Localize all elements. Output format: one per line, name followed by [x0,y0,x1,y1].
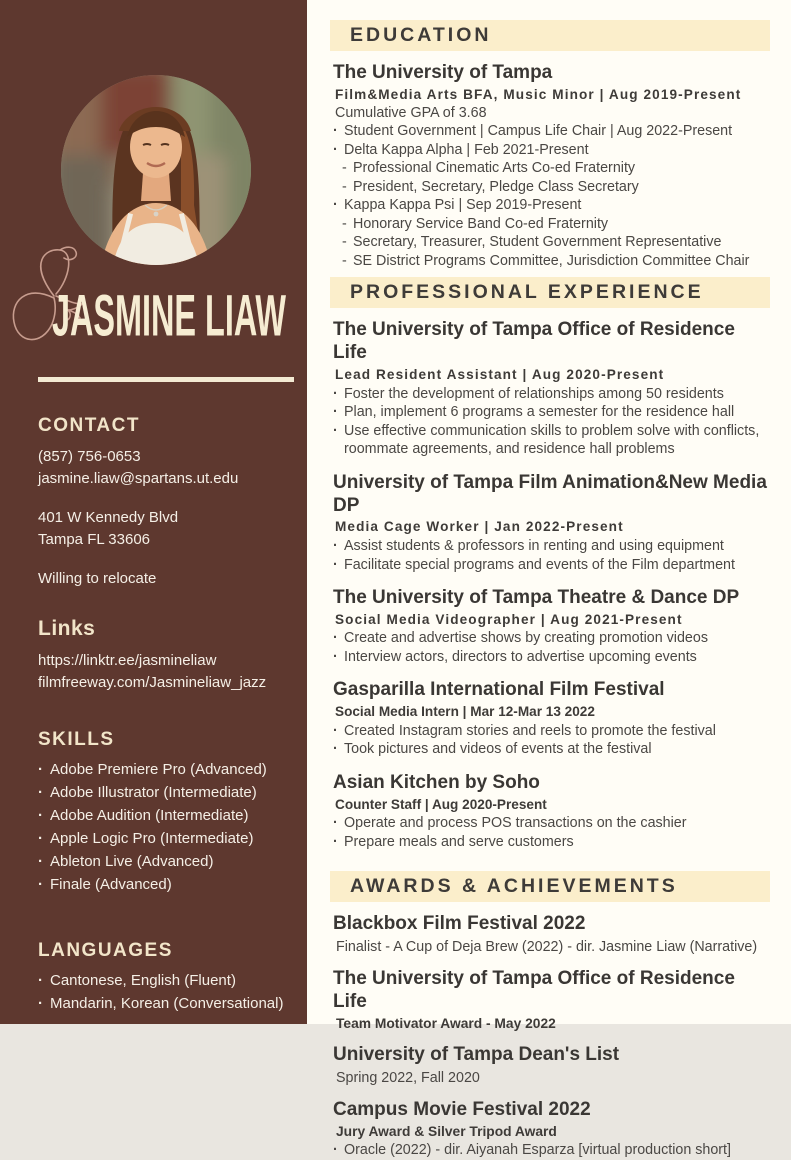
degree-line: Film&Media Arts BFA, Music Minor | Aug 2019-Present [335,86,742,102]
activity-sub-text: Honorary Service Band Co-ed Fraternity [353,215,609,232]
job-bullet [333,537,770,556]
skill-item [50,805,291,827]
relocation-note: Willing to relocate [38,570,157,587]
bullet-marker [333,537,344,556]
bullet-marker [333,648,344,667]
award-subtitle: Finalist - A Cup of Deja Brew (2022) - dir. Jasmine Liaw (Narrative) [336,939,758,956]
language-item [50,993,291,1015]
skill-label: Adobe Premiere Pro (Advanced) [50,761,267,778]
dash-marker [342,215,353,234]
contact-section [38,415,291,590]
job-role: Lead Resident Assistant | Aug 2020-Present [335,367,665,383]
education-activity-sub [333,215,770,234]
activity-sub-text: Secretary, Treasurer, Student Government Representative [353,234,722,251]
bullet-marker [333,556,344,575]
job-role: Counter Staff | Aug 2020-Present [335,796,547,812]
languages-heading: LANGUAGES [38,939,173,961]
job-bullet [333,722,770,741]
languages-section [38,940,291,1015]
job-entry [330,772,770,851]
job-bullet [333,814,770,833]
award-entry [330,1044,770,1087]
award-entry [330,1099,770,1160]
job-bullet-text: Took pictures and videos of events at the festival [344,741,652,758]
contact-address-line1: 401 W Kennedy Blvd [38,509,179,526]
education-activity [333,196,770,215]
education-activity-sub [333,252,770,271]
award-entry [330,968,770,1034]
education-section [330,62,770,270]
job-bullet-text: Use effective communication skills to problem solve with conflicts, roommate agreements, and residence hall problems [344,422,760,458]
award-entry [330,913,770,956]
bullet-marker [38,805,50,827]
job-bullet [333,556,770,575]
job-role: Social Media Intern | Mar 12-Mar 13 2022 [335,704,595,720]
profile-photo [61,75,251,265]
school-name: The University of Tampa [333,62,553,83]
link-linktree[interactable]: https://linktr.ee/jasmineliaw [38,652,217,669]
award-title: Campus Movie Festival 2022 [333,1098,591,1120]
bullet-marker [333,1141,344,1160]
activity-text: Kappa Kappa Psi | Sep 2019-Present [344,197,582,214]
language-item [50,970,291,992]
bullet-marker [38,993,50,1015]
portrait-image [61,75,251,265]
job-bullet [333,385,770,404]
bullet-marker [333,629,344,648]
bullet-marker [333,403,344,422]
award-bullet [333,1141,770,1160]
bullet-marker [38,874,50,896]
job-bullet-text: Prepare meals and serve customers [344,833,574,850]
links-heading: Links [38,617,96,640]
links-section [38,617,291,694]
job-bullet-text: Plan, implement 6 programs a semester for the residence hall [344,404,735,421]
job-bullet-text: Interview actors, directors to advertise upcoming events [344,648,697,665]
education-activity-sub [333,233,770,252]
award-title: Blackbox Film Festival 2022 [333,913,586,935]
award-bullet-text: Oracle (2022) - dir. Aiyanah Esparza [virtual production short] [344,1142,731,1159]
skill-item [50,874,291,896]
bullet-marker [38,759,50,781]
person-name-text: JASMINE LIAW [52,283,287,349]
skill-item [50,851,291,873]
skills-section [38,729,291,896]
education-activity [333,141,770,160]
bullet-marker [38,970,50,992]
activity-sub-text: President, Secretary, Pledge Class Secretary [353,178,639,195]
job-entry [330,472,770,574]
award-subtitle: Spring 2022, Fall 2020 [336,1070,480,1087]
job-bullet [333,648,770,667]
job-bullet [333,833,770,852]
bullet-marker [333,122,344,141]
contact-email: jasmine.liaw@spartans.ut.edu [38,470,239,487]
name-divider [38,377,294,382]
dash-marker [342,159,353,178]
activity-text: Student Government | Campus Life Chair | Aug 2022-Present [344,123,733,140]
activity-sub-text: Professional Cinematic Arts Co-ed Fraternity [353,160,636,177]
job-company: Gasparilla International Film Festival [333,679,665,701]
job-company: The University of Tampa Theatre & Dance DP [333,587,740,608]
job-company: The University of Tampa Office of Residence Life [333,319,735,364]
job-bullet [333,629,770,648]
bullet-marker [333,141,344,160]
skill-item [50,828,291,850]
job-entry [330,679,770,758]
job-bullet [333,403,770,422]
job-company: University of Tampa Film Animation&New Media DP [333,471,767,516]
job-bullet-text: Foster the development of relationships among 50 residents [344,385,724,402]
job-bullet [333,740,770,759]
dash-marker [342,178,353,197]
award-title: The University of Tampa Office of Residence Life [333,967,735,1012]
dash-marker [342,233,353,252]
bullet-marker [333,722,344,741]
job-bullet-text: Created Instagram stories and reels to promote the festival [344,722,716,739]
bullet-marker [333,385,344,404]
skill-item [50,759,291,781]
award-subtitle: Team Motivator Award - May 2022 [336,1016,556,1032]
main-content [307,0,791,1159]
skill-label: Ableton Live (Advanced) [50,853,214,870]
bullet-marker [333,814,344,833]
skill-label: Finale (Advanced) [50,876,172,893]
job-role: Media Cage Worker | Jan 2022-Present [335,519,624,535]
activity-sub-text: SE District Programs Committee, Jurisdiction Committee Chair [353,252,750,269]
contact-address-line2: Tampa FL 33606 [38,531,151,548]
language-label: Cantonese, English (Fluent) [50,971,236,989]
job-role: Social Media Videographer | Aug 2021-Present [335,611,683,627]
sidebar [0,0,307,1024]
job-entry [330,319,770,458]
link-filmfreeway[interactable]: filmfreeway.com/Jasmineliaw_jazz [38,674,267,691]
award-subtitle: Jury Award & Silver Tripod Award [336,1124,557,1140]
education-activity-sub [333,178,770,197]
language-label: Mandarin, Korean (Conversational) [50,994,284,1012]
bullet-marker [38,828,50,850]
bullet-marker [333,196,344,215]
skills-heading: SKILLS [38,729,115,750]
bullet-marker [38,851,50,873]
job-bullet-text: Facilitate special programs and events of the Film department [344,556,735,573]
bullet-marker [333,740,344,759]
dash-marker [342,252,353,271]
job-bullet [333,422,770,459]
skill-item [50,782,291,804]
skill-label: Adobe Illustrator (Intermediate) [50,784,257,801]
education-activity-sub [333,159,770,178]
contact-phone: (857) 756-0653 [38,448,141,465]
job-entry [330,587,770,666]
awards-banner: AWARDS & ACHIEVEMENTS [330,871,770,902]
skill-label: Apple Logic Pro (Intermediate) [50,830,254,847]
skill-label: Adobe Audition (Intermediate) [50,807,249,824]
job-company: Asian Kitchen by Soho [333,771,540,793]
experience-banner: PROFESSIONAL EXPERIENCE [330,277,770,308]
award-title: University of Tampa Dean's List [333,1044,620,1066]
contact-heading: CONTACT [38,415,140,436]
gpa-line: Cumulative GPA of 3.68 [335,105,487,122]
bullet-marker [333,422,344,459]
education-activity [333,122,770,141]
person-name [52,283,307,349]
bullet-marker [333,833,344,852]
bullet-marker [38,782,50,804]
job-bullet-text: Operate and process POS transactions on the cashier [344,815,687,832]
education-banner: EDUCATION [330,20,770,51]
job-bullet-text: Assist students & professors in renting and using equipment [344,538,724,554]
activity-text: Delta Kappa Alpha | Feb 2021-Present [344,141,589,158]
job-bullet-text: Create and advertise shows by creating promotion videos [344,630,708,647]
